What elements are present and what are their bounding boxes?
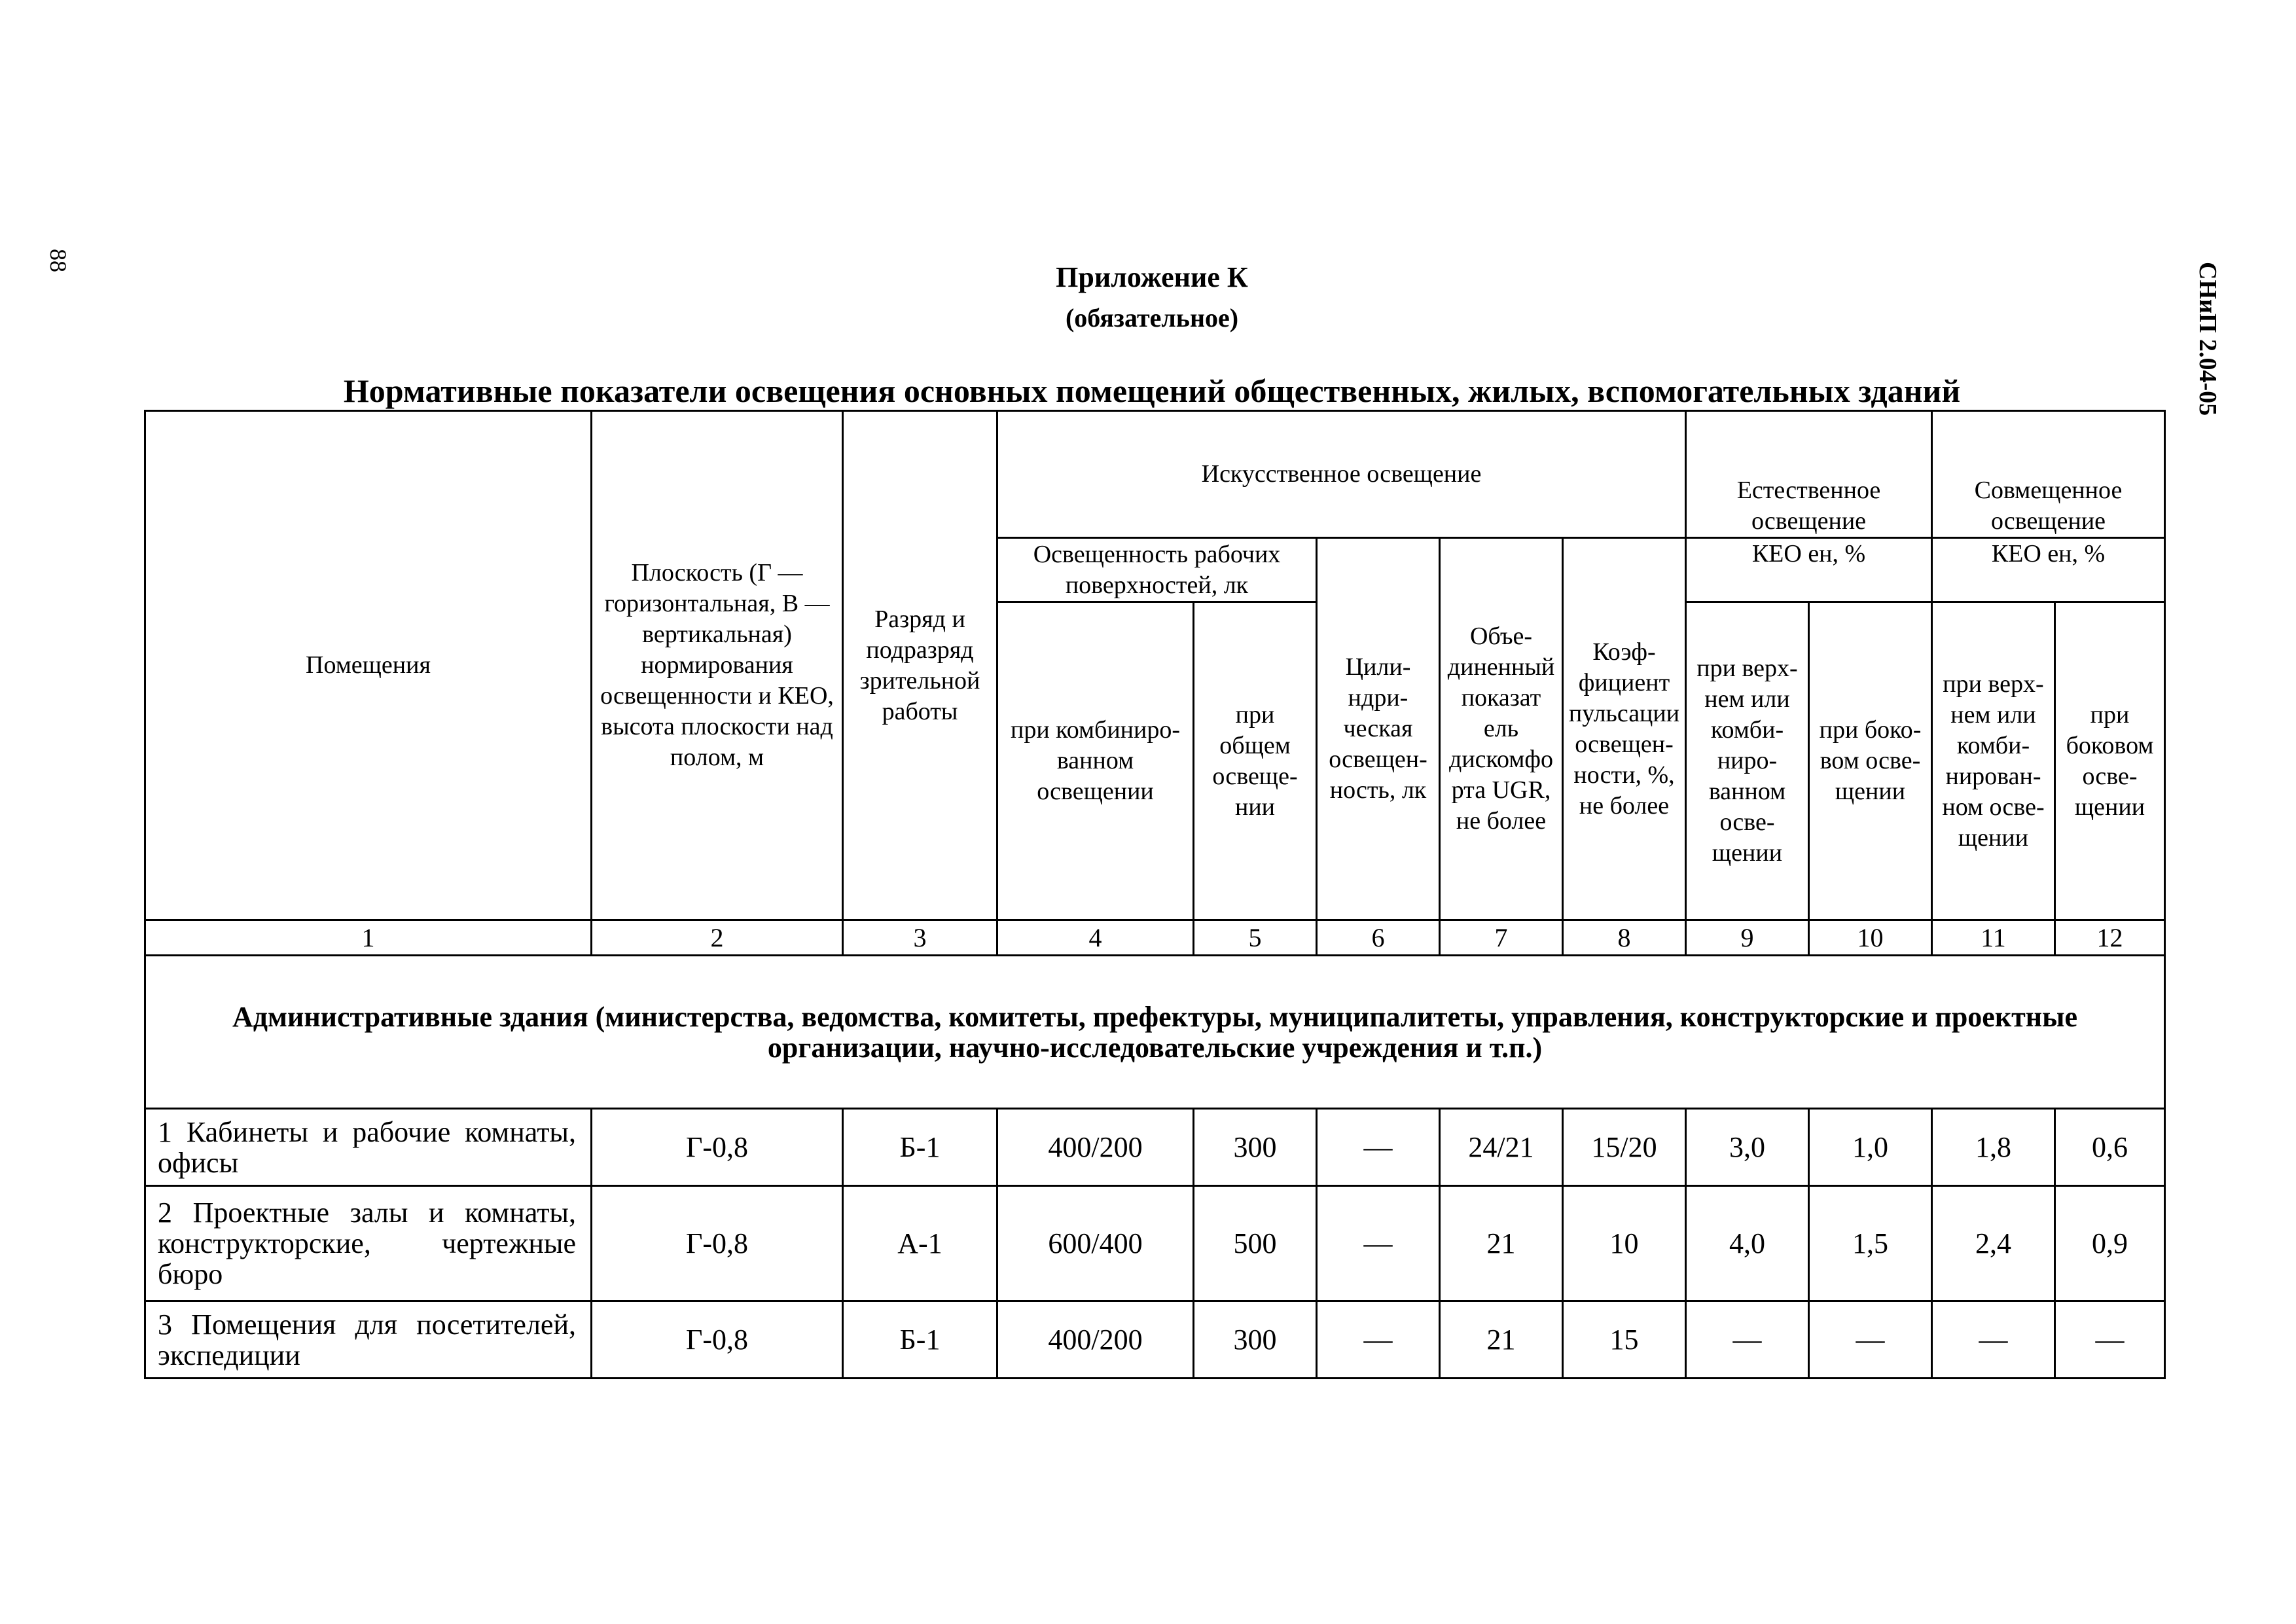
table-cell: 300 — [1194, 1109, 1317, 1186]
column-number: 2 — [592, 920, 843, 956]
table-cell: 15 — [1563, 1301, 1686, 1379]
table-cell: 1,0 — [1809, 1109, 1932, 1186]
header-general-illuminance: при общем освещении — [1194, 602, 1317, 920]
room-name: 3 Помещения для посетителей, экспедиции — [145, 1301, 592, 1379]
header-combined-lighting: Совмещенное освещение — [1932, 411, 2165, 538]
table-cell: 300 — [1194, 1301, 1317, 1379]
header-combined-illuminance: при комбинированном освещении — [997, 602, 1194, 920]
table-cell: — — [1686, 1301, 1809, 1379]
column-number: 7 — [1440, 920, 1563, 956]
column-number: 1 — [145, 920, 592, 956]
table-cell: — — [1317, 1186, 1440, 1301]
header-keo-natural: КЕО eн, % — [1686, 538, 1932, 602]
table-cell: Б-1 — [843, 1109, 997, 1186]
column-number: 11 — [1932, 920, 2055, 956]
header-combined-top: при верхнем или комбинированном освещении — [1932, 602, 2055, 920]
table-cell: 15/20 — [1563, 1109, 1686, 1186]
appendix-note: (обязательное) — [1065, 303, 1239, 333]
column-number: 6 — [1317, 920, 1440, 956]
header-natural-lighting: Естественное освещение — [1686, 411, 1932, 538]
header-cylindrical: Цилиндрическая освещенность, лк — [1317, 538, 1440, 920]
header-ugr: Объединенный показат ель дискомфорта UGR, не более — [1440, 538, 1563, 920]
table-cell: 3,0 — [1686, 1109, 1809, 1186]
table-cell: 1,8 — [1932, 1109, 2055, 1186]
table-cell: — — [1317, 1301, 1440, 1379]
document-code: СНиП 2.04-05 — [2194, 262, 2221, 416]
table-cell: 600/400 — [997, 1186, 1194, 1301]
lighting-norms-table — [144, 410, 2166, 1379]
column-number: 3 — [843, 920, 997, 956]
page-number: 88 — [45, 249, 71, 272]
table-cell: 4,0 — [1686, 1186, 1809, 1301]
table-cell: А-1 — [843, 1186, 997, 1301]
section-title: Административные здания (министерства, ведомства, комитеты, префектуры, муниципалитеты, управления, конструкторские и проектные организации, научно-исследовательские учреждения и т.п.) — [145, 956, 2165, 1109]
table-cell: Б-1 — [843, 1301, 997, 1379]
header-plane: Плоскость (Г — горизонтальная, В — вертикальная) нормирования освещенности и КЕО, высота плоскости над полом, м — [592, 411, 843, 920]
table-cell: 1,5 — [1809, 1186, 1932, 1301]
table-cell: 21 — [1440, 1301, 1563, 1379]
appendix-title: Приложение К — [1056, 261, 1248, 293]
header-natural-top: при верхнем или комбинированном освещении — [1686, 602, 1809, 920]
room-name: 2 Проектные залы и комнаты, конструкторские, чертежные бюро — [145, 1186, 592, 1301]
table-cell: — — [1932, 1301, 2055, 1379]
column-number: 9 — [1686, 920, 1809, 956]
header-illuminance: Освещенность рабочих поверхностей, лк — [997, 538, 1317, 602]
header-pulsation: Коэффициент пульсации освещенности, %, не более — [1563, 538, 1686, 920]
table-cell: 24/21 — [1440, 1109, 1563, 1186]
column-number: 10 — [1809, 920, 1932, 956]
table-cell: Г-0,8 — [592, 1301, 843, 1379]
header-rooms: Помещения — [145, 411, 592, 920]
column-number: 8 — [1563, 920, 1686, 956]
table-cell: 10 — [1563, 1186, 1686, 1301]
column-number: 12 — [2055, 920, 2165, 956]
column-number: 4 — [997, 920, 1194, 956]
header-combined-side: при боковом освещении — [2055, 602, 2165, 920]
room-name: 1 Кабинеты и рабочие комнаты, офисы — [145, 1109, 592, 1186]
header-artificial-lighting: Искусственное освещение — [997, 411, 1686, 538]
header-natural-side: при боковом освещении — [1809, 602, 1932, 920]
header-grade: Разряд и подразряд зрительной работы — [843, 411, 997, 920]
header-keo-combined: КЕО eн, % — [1932, 538, 2165, 602]
column-number: 5 — [1194, 920, 1317, 956]
table-title: Нормативные показатели освещения основных помещений общественных, жилых, вспомогательных зданий — [343, 372, 1961, 409]
table-cell: 21 — [1440, 1186, 1563, 1301]
table-cell: Г-0,8 — [592, 1109, 843, 1186]
table-cell: 500 — [1194, 1186, 1317, 1301]
table-cell: — — [1317, 1109, 1440, 1186]
table-cell: 2,4 — [1932, 1186, 2055, 1301]
table-cell: — — [1809, 1301, 1932, 1379]
table-cell: Г-0,8 — [592, 1186, 843, 1301]
table-cell: 0,6 — [2055, 1109, 2165, 1186]
table-cell: 0,9 — [2055, 1186, 2165, 1301]
table-cell: 400/200 — [997, 1109, 1194, 1186]
table-cell: 400/200 — [997, 1301, 1194, 1379]
table-cell: — — [2055, 1301, 2165, 1379]
